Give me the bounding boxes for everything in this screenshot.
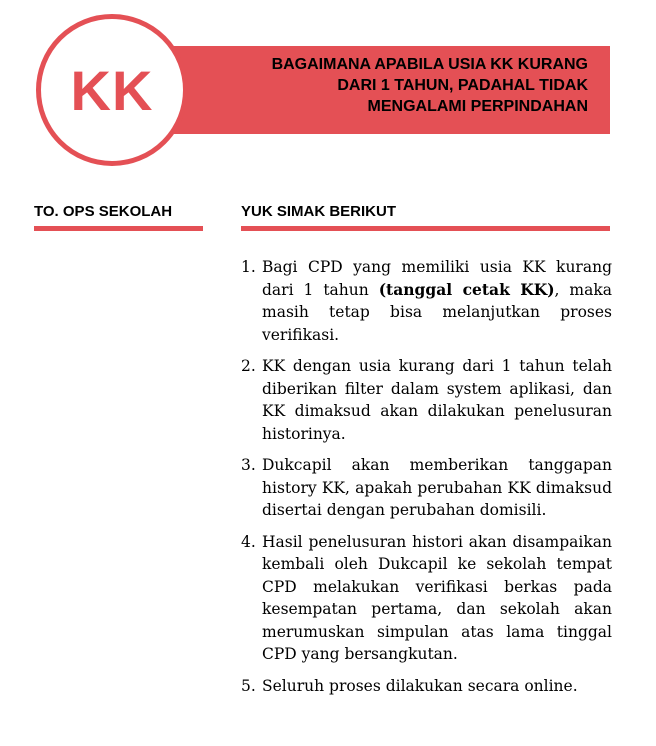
left-heading-rule <box>34 226 203 231</box>
right-heading-rule <box>241 226 610 231</box>
kk-badge-text: KK <box>70 58 154 122</box>
title-banner <box>172 46 610 134</box>
list-item <box>241 531 612 666</box>
list-item <box>241 675 612 698</box>
left-column-heading: TO. OPS SEKOLAH <box>34 203 173 220</box>
step-number: 4. <box>241 532 256 551</box>
step-number: 1. <box>241 258 256 276</box>
step-number: 3. <box>241 456 256 474</box>
list-item <box>241 256 612 346</box>
page-title: BAGAIMANA APABILA USIA KK KURANG DARI 1 TAHUN, PADAHAL TIDAK MENGALAMI PERPINDAHAN <box>271 56 588 115</box>
step-text: Dukcapil akan memberikan tanggapan history KK, apakah perubahan KK dimaksud disertai dengan perubahan domisili. <box>262 456 612 519</box>
step-text: Hasil penelusuran histori akan disampaikan kembali oleh Dukcapil ke sekolah tempat CPD melakukan verifikasi berkas pada kesempatan pertama, dan sekolah akan merumuskan simpulan atas lama tinggal CPD yang bersangkutan. <box>262 532 612 663</box>
step-text: Seluruh proses dilakukan secara online. <box>262 676 578 695</box>
list-item <box>241 454 612 522</box>
step-number: 2. <box>241 357 256 375</box>
right-column-heading: YUK SIMAK BERIKUT <box>241 203 397 220</box>
step-text: Bagi CPD yang memiliki usia KK kurang dari 1 tahun (tanggal cetak KK), maka masih tetap bisa melanjutkan proses verifikasi. <box>262 258 612 344</box>
list-item <box>241 355 612 445</box>
step-number: 5. <box>241 676 256 695</box>
steps-list <box>241 256 612 706</box>
step-text: KK dengan usia kurang dari 1 tahun telah diberikan filter dalam system aplikasi, dan KK dimaksud akan dilakukan penelusuran historinya. <box>262 357 612 443</box>
kk-badge <box>36 14 188 166</box>
